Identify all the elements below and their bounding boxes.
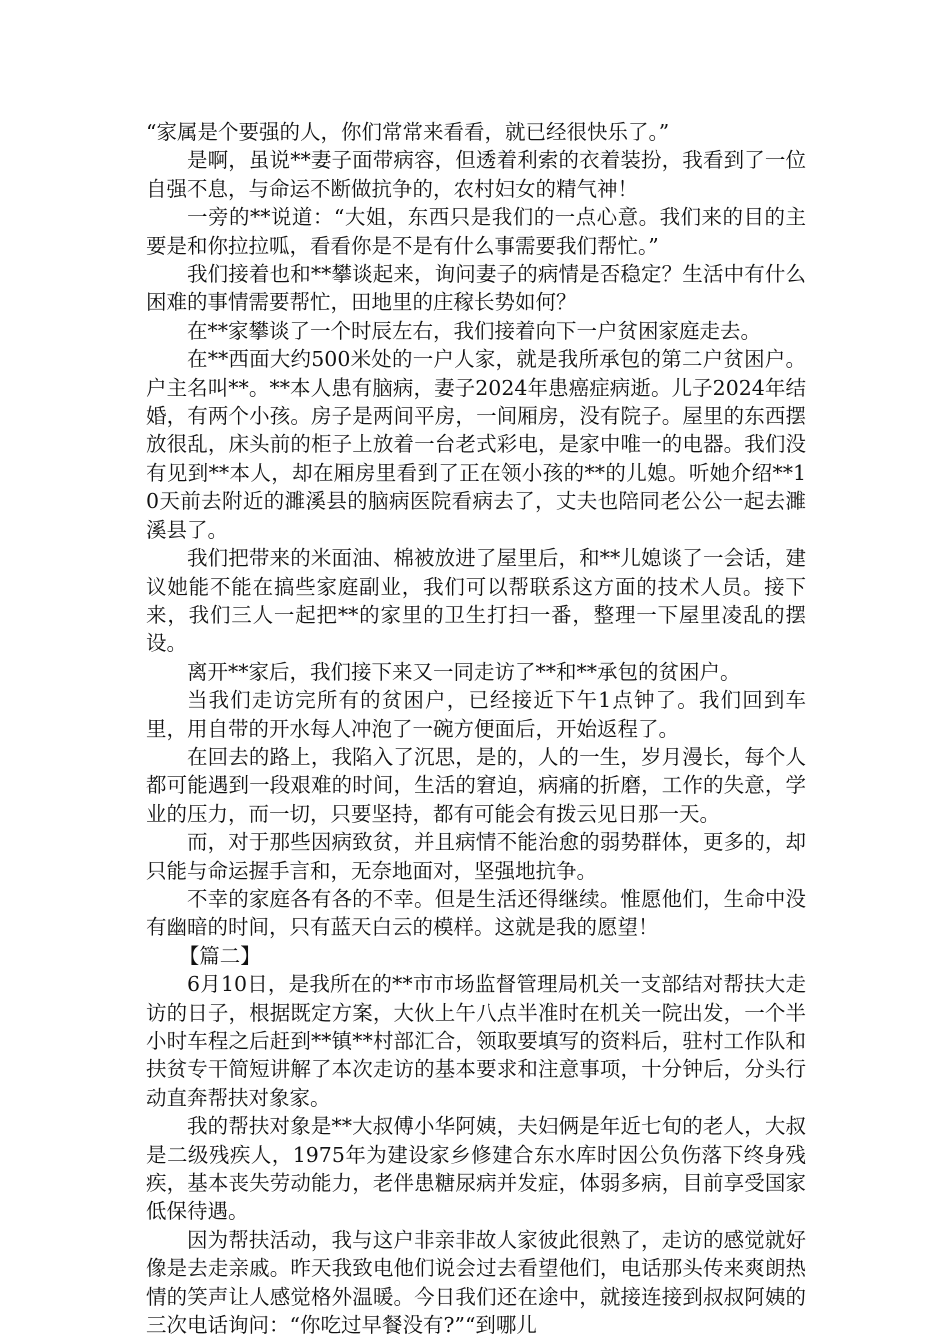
paragraph: 6月10日，是我所在的**市市场监督管理局机关一支部结对帮扶大走访的日子，根据既定方案，大伙上午八点半准时在机关一院出发，一个半小时车程之后赶到**镇**村部汇合，领取要填写的资料后，驻村工作队和扶贫专干简短讲解了本次走访的基本要求和注意事项，十分钟后，分头行动直奔帮扶对象家。 [146, 972, 806, 1110]
paragraph: 离开**家后，我们接下来又一同走访了**和**承包的贫困户。 [187, 659, 741, 684]
paragraph: 因为帮扶活动，我与这户非亲非故人家彼此很熟了，走访的感觉就好像是去走亲戚。昨天我致电他们说会过去看望他们，电话那头传来爽朗热情的笑声让人感觉格外温暖。今日我们还在途中，就接连接到叔叔阿姨的三次电话询问：“你吃过早餐没有?”“到哪儿 [146, 1227, 806, 1338]
paragraph: 不幸的家庭各有各的不幸。但是生活还得继续。惟愿他们，生命中没有幽暗的时间，只有蓝天白云的模样。这就是我的愿望！ [146, 886, 806, 940]
section-heading: 【篇二】 [178, 943, 261, 968]
paragraph: 而，对于那些因病致贫，并且病情不能治愈的弱势群体，更多的，却只能与命运握手言和，无奈地面对，坚强地抗争。 [146, 830, 806, 883]
paragraph: 我们把带来的米面油、棉被放进了屋里后，和**儿媳谈了一会话，建议她能不能在搞些家庭副业，我们可以帮联系这方面的技术人员。接下来，我们三人一起把**的家里的卫生打扫一番，整理一下屋里凌乱的摆设。 [146, 546, 806, 656]
document-body [146, 118, 806, 1339]
paragraph: “家属是个要强的人，你们常常来看看，就已经很快乐了。” [146, 120, 670, 144]
paragraph: 一旁的**说道：“大姐，东西只是我们的一点心意。我们来的目的主要是和你拉拉呱，看看你是不是有什么事需要我们帮忙。” [146, 205, 806, 258]
paragraph: 在**家攀谈了一个时辰左右，我们接着向下一户贫困家庭走去。 [187, 318, 761, 343]
paragraph: 我的帮扶对象是**大叔傅小华阿姨，夫妇俩是年近七旬的老人，大叔是二级残疾人，1975年为建设家乡修建合东水库时因公负伤落下终身残疾，基本丧失劳动能力，老伴患糖尿病并发症，体弱多病，目前享受国家低保待遇。 [146, 1114, 806, 1224]
paragraph: 当我们走访完所有的贫困户，已经接近下午1点钟了。我们回到车里，用自带的开水每人冲泡了一碗方便面后，开始返程了。 [146, 688, 806, 741]
paragraph: 我们接着也和**攀谈起来，询问妻子的病情是否稳定？生活中有什么困难的事情需要帮忙，田地里的庄稼长势如何？ [146, 262, 806, 315]
paragraph: 在回去的路上，我陷入了沉思，是的，人的一生，岁月漫长，每个人都可能遇到一段艰难的时间，生活的窘迫，病痛的折磨，工作的失意，学业的压力，而一切，只要坚持，都有可能会有拨云见日那一天。 [146, 744, 806, 826]
paragraph: 是啊，虽说**妻子面带病容，但透着利索的衣着装扮，我看到了一位自强不息，与命运不断做抗争的，农村妇女的精气神！ [146, 148, 806, 201]
paragraph: 在**西面大约500米处的一户人家，就是我所承包的第二户贫困户。户主名叫**。**本人患有脑病，妻子2024年患癌症病逝。儿子2024年结婚，有两个小孩。房子是两间平房，一间厢房，没有院子。屋里的东西摆放很乱，床头前的柜子上放着一台老式彩电，是家中唯一的电器。我们没有见到**本人，却在厢房里看到了正在领小孩的**的儿媳。听她介绍**10天前去附近的濉溪县的脑病医院看病去了，丈夫也陪同老公公一起去濉溪县了。 [146, 347, 806, 542]
